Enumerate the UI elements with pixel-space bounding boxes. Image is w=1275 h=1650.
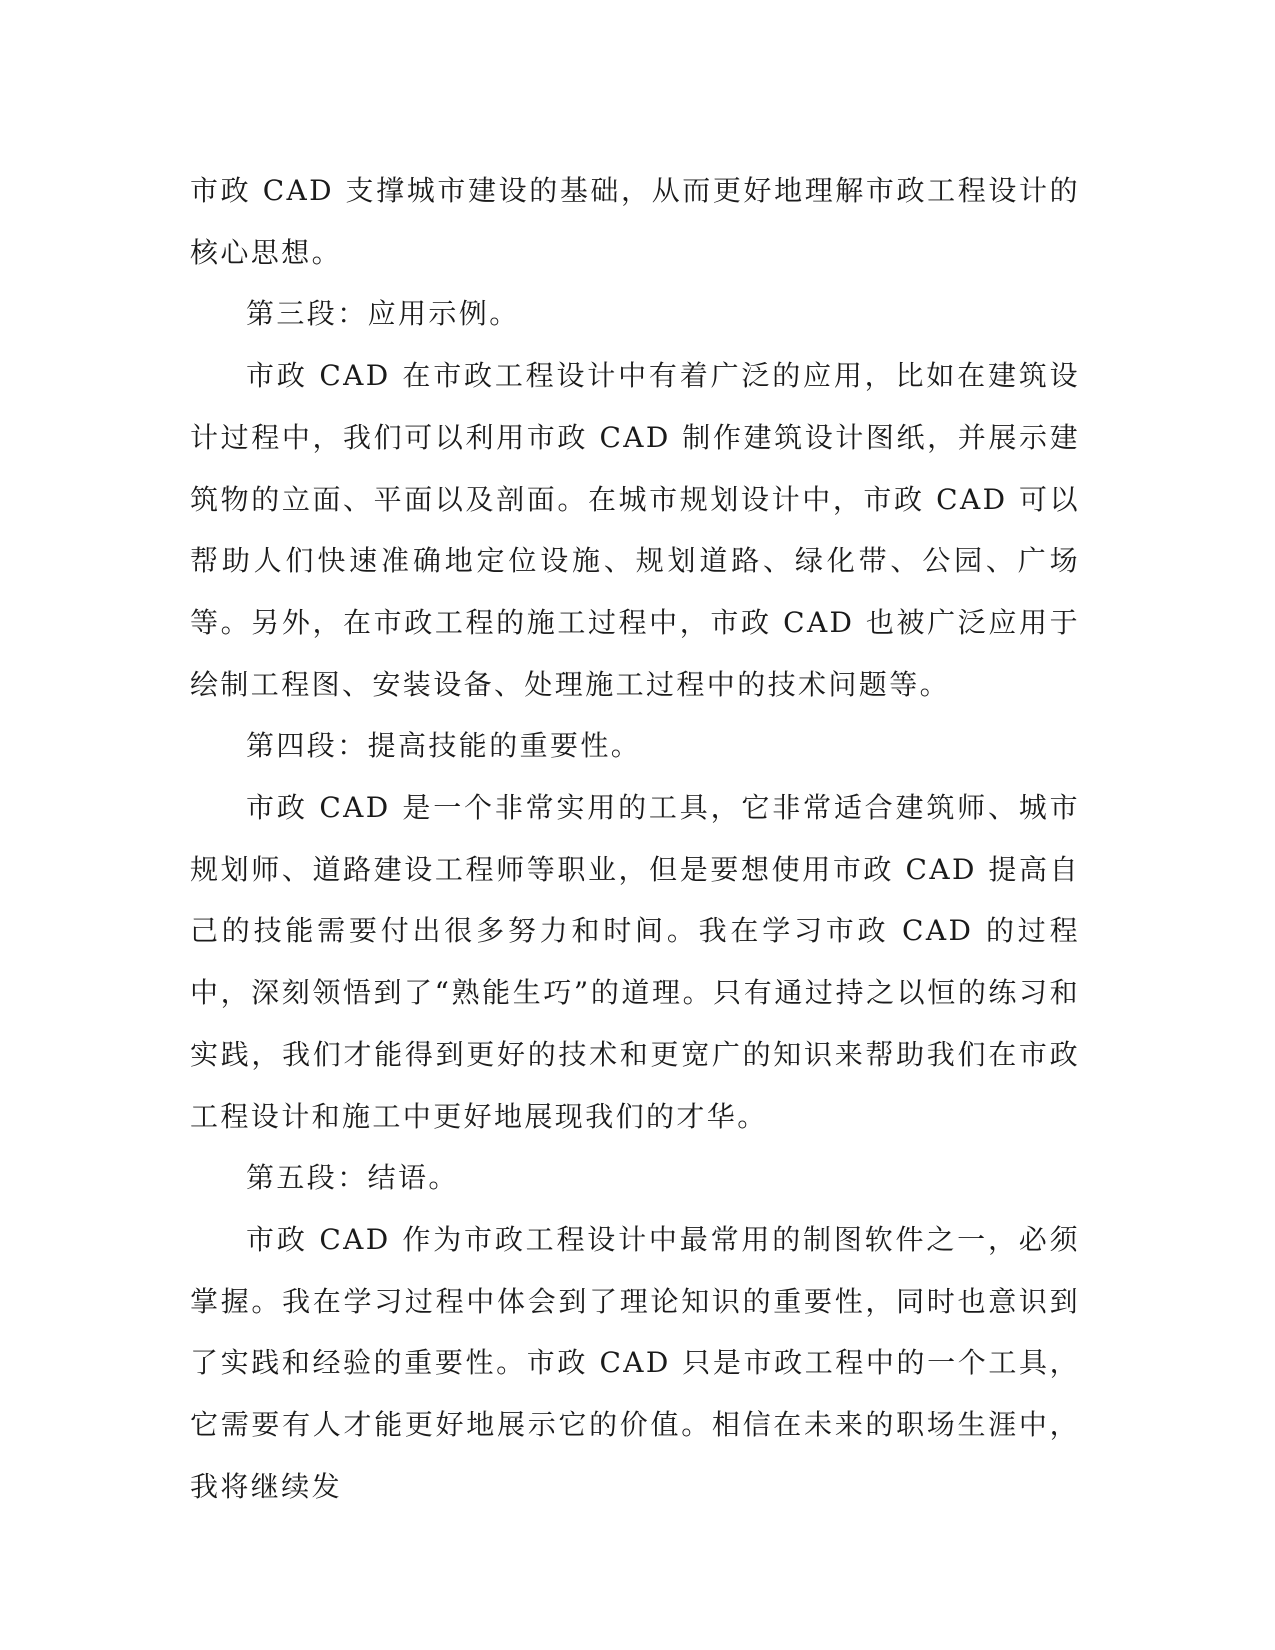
paragraph-continuation: 市政 CAD 支撑城市建设的基础，从而更好地理解市政工程设计的核心思想。 [190,174,1080,269]
paragraph-conclusion: 市政 CAD 作为市政工程设计中最常用的制图软件之一，必须掌握。我在学习过程中体会到了理论知识的重要性，同时也意识到了实践和经验的重要性。市政 CAD 只是市政工程中的一个工具，它需要有人才能更好地展示它的价值。相信在未来的职场生涯中，我将继续发 [190,1222,1080,1503]
paragraph-application-examples: 市政 CAD 在市政工程设计中有着广泛的应用，比如在建筑设计过程中，我们可以利用市政 CAD 制作建筑设计图纸，并展示建筑物的立面、平面以及剖面。在城市规划设计中，市政 CAD 可以帮助人们快速准确地定位设施、规划道路、绿化带、公园、广场等。另外，在市政工程的施工过程中，市政 CAD 也被广泛应用于绘制工程图、安装设备、处理施工过程中的技术问题等。 [190,359,1080,701]
document-body [190,160,1080,1517]
section-heading-5: 第五段：结语。 [246,1161,459,1195]
paragraph-skill-importance: 市政 CAD 是一个非常实用的工具，它非常适合建筑师、城市规划师、道路建设工程师等职业，但是要想使用市政 CAD 提高自己的技能需要付出很多努力和时间。我在学习市政 CAD 的过程中，深刻领悟到了“熟能生巧”的道理。只有通过持之以恒的练习和实践，我们才能得到更好的技术和更宽广的知识来帮助我们在市政工程设计和施工中更好地展现我们的才华。 [190,791,1080,1133]
section-heading-4: 第四段：提高技能的重要性。 [246,729,642,763]
section-heading-3: 第三段：应用示例。 [246,297,520,331]
